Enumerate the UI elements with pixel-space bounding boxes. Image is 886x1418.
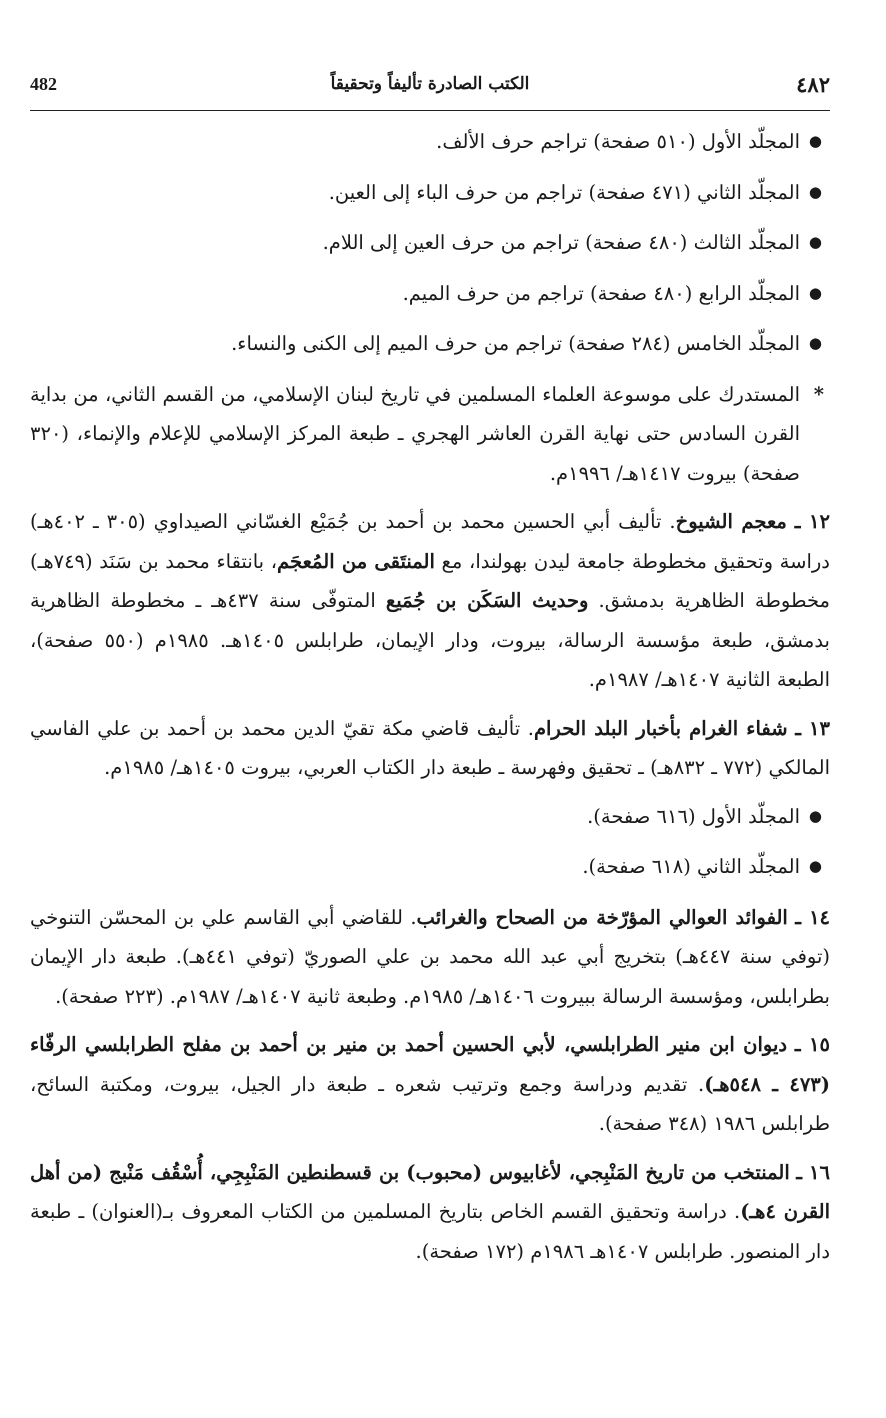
entry-text: . تقديم ودراسة وجمع وترتيب شعره ـ طبعة دار الجيل، بيروت، ومكتبة السائح، طرابلس ١٩٨٦ (٣٤٨ صفحة).: [30, 1072, 830, 1135]
entry-bold-title: وحديث السَكَن بن جُمَيع: [385, 589, 589, 612]
volume-item: ● المجلّد الأول (٦١٦ صفحة).: [30, 797, 830, 837]
entry-number: ١٥ ـ: [794, 1033, 830, 1056]
entry-title: شفاء الغرام بأخبار البلد الحرام: [533, 716, 788, 740]
volume-item: ● المجلّد الأول (٥١٠ صفحة) تراجم حرف الألف.: [30, 122, 830, 162]
page-number-latin: 482: [30, 74, 57, 94]
entry-title: ديوان ابن منير الطرابلسي، لأبي الحسين أحمد بن منير بن أحمد بن مفلح الطرابلسي الرفّاء (٤٧٣ ـ ٥٤٨هـ): [30, 1033, 830, 1096]
entry-12: [30, 502, 830, 700]
entry-text: المتوفّى سنة ٤٣٧هـ ـ مخطوطة الظاهرية بدمشق، طبعة مؤسسة الرسالة، بيروت، ودار الإيمان، طرابلس ١٤٠٥هـ. ١٩٨٥م (٥٥٠ صفحة)، الطبعة الثانية ١٤٠٧هـ/ ١٩٨٧م.: [30, 589, 830, 691]
entry-number: ١٦ ـ: [796, 1160, 830, 1184]
entry-15: [30, 1025, 830, 1144]
volume-item: ● المجلّد الثاني (٦١٨ صفحة).: [30, 847, 830, 887]
entry-text: . للقاضي أبي القاسم علي بن المحسّن التنوخي (توفي سنة ٤٤٧هـ) بتخريج أبي عبد الله محمد بن علي الصوريّ (توفي ٤٤١هـ). طبعة دار الإيمان بطرابلس، ومؤسسة الرسالة ببيروت ١٤٠٦هـ/ ١٩٨٥م. وطبعة ثانية ١٤٠٧هـ/ ١٩٨٧م. (٢٢٣ صفحة).: [30, 905, 830, 1008]
volume-item: ● المجلّد الخامس (٢٨٤ صفحة) تراجم من حرف الميم إلى الكنى والنساء.: [30, 324, 830, 364]
entry-bold-title: المنتَقى من المُعجَم: [277, 549, 435, 573]
running-title: الكتب الصادرة تأليفاً وتحقيقاً: [330, 74, 530, 94]
page-number-arabic: ٤٨٢: [796, 72, 830, 97]
entry-text: . تأليف أبي الحسين محمد بن أحمد بن جُمَيْع الغسّاني الصيداوي (٣٠٥ ـ ٤٠٢هـ) دراسة وتحقيق مخطوطة جامعة ليدن بهولندا، مع: [30, 510, 830, 573]
entry-title: معجم الشيوخ: [675, 510, 787, 533]
volume-item: ● المجلّد الثالث (٤٨٠ صفحة) تراجم من حرف العين إلى اللام.: [30, 223, 830, 263]
entry-number: ١٤ ـ: [795, 905, 831, 929]
header-rule: [30, 110, 830, 111]
volume-item: ● المجلّد الرابع (٤٨٠ صفحة) تراجم من حرف الميم.: [30, 274, 830, 314]
supplement-note: [30, 375, 830, 494]
note-text: المستدرك على موسوعة العلماء المسلمين في تاريخ لبنان الإسلامي، من القسم الثاني، من بداية القرن السادس حتى نهاية القرن العاشر الهجري ـ طبعة المركز الإسلامي للإعلام والإنماء، (٣٢٠ صفحة) بيروت ١٤١٧هـ/ ١٩٩٦م.: [30, 382, 800, 485]
entry-text: . تأليف قاضي مكة تقيّ الدين محمد بن أحمد بن علي الفاسي المالكي (٧٧٢ ـ ٨٣٢هـ) ـ تحقيق وفهرسة ـ طبعة دار الكتاب العربي، بيروت ١٤٠٥هـ/ ١٩٨٥م.: [30, 716, 830, 779]
entry-title: الفوائد العوالي المؤرّخة من الصحاح والغرائب: [416, 905, 788, 929]
entry-title: المنتخب من تاريخ المَنْبِجي، لأغابيوس (محبوب) بن قسطنطين المَنْبِجِي، أُسْقُف مَنْبج (من أهل القرن ٤هـ): [30, 1160, 830, 1223]
entry-14: [30, 898, 830, 1017]
page-body: [30, 122, 830, 1280]
volume-item: ● المجلّد الثاني (٤٧١ صفحة) تراجم من حرف الباء إلى العين.: [30, 173, 830, 213]
entry-text: . دراسة وتحقيق القسم الخاص بتاريخ المسلمين من الكتاب المعروف بـ(العنوان) ـ طبعة دار المنصور. طرابلس ١٤٠٧هـ ١٩٨٦م (١٧٢ صفحة).: [30, 1200, 830, 1263]
entry-16: [30, 1153, 830, 1272]
entry-13: [30, 709, 830, 788]
page-header: [30, 70, 830, 110]
asterisk-mark: *: [813, 382, 824, 406]
entry-number: ١٢ ـ: [794, 510, 830, 533]
entry-number: ١٣ ـ: [795, 716, 830, 740]
entry-text: ، بانتقاء محمد بن سَنَد (٧٤٩هـ) مخطوطة الظاهرية بدمشق.: [30, 549, 830, 612]
